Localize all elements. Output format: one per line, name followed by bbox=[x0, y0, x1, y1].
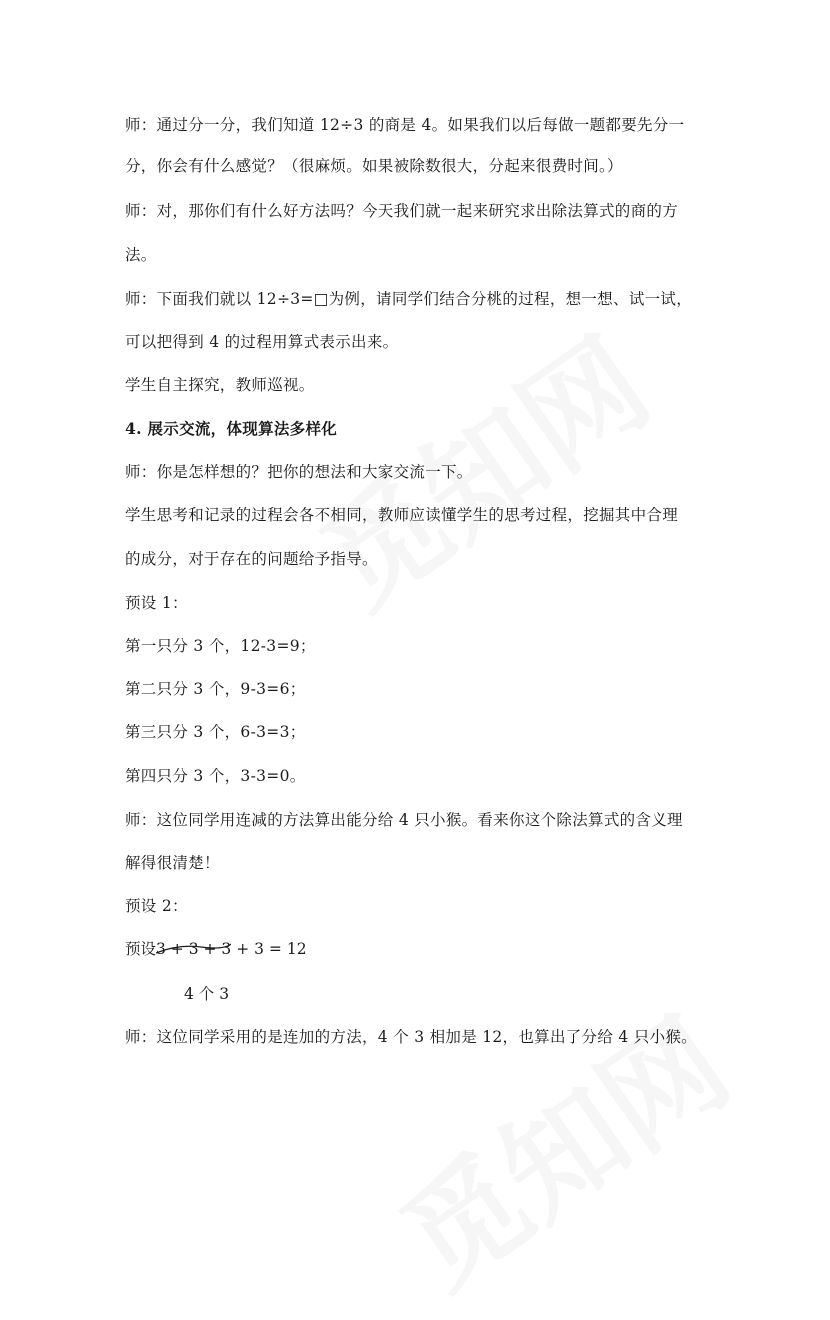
paragraph-line: 第四只分 3 个，3-3=0。 bbox=[125, 767, 306, 785]
formula-rest: + 3 = 12 bbox=[231, 940, 307, 958]
addition-formula bbox=[125, 938, 307, 960]
paragraph-line: 可以把得到 4 的过程用算式表示出来。 bbox=[125, 333, 399, 351]
paragraph-line: 的成分，对于存在的问题给予指导。 bbox=[125, 550, 378, 568]
paragraph-line: 师：这位同学用连减的方法算出能分给 4 只小猴。看来你这个除法算式的含义理 bbox=[125, 811, 683, 829]
paragraph-line: 师：通过分一分，我们知道 12÷3 的商是 4。如果我们以后每做一题都要先分一 bbox=[125, 116, 685, 134]
paragraph-line: 法。 bbox=[125, 246, 157, 264]
formula-struck-part bbox=[156, 938, 231, 960]
paragraph-line: 师：对，那你们有什么好方法吗？今天我们就一起来研究求出除法算式的商的方 bbox=[125, 202, 679, 220]
paragraph-line: 学生思考和记录的过程会各不相同，教师应读懂学生的思考过程，挖掘其中合理 bbox=[125, 506, 679, 524]
paragraph-line: 预设 2： bbox=[125, 897, 188, 915]
paragraph-line: 第二只分 3 个，9-3=6； bbox=[125, 680, 306, 698]
paragraph-line: 第一只分 3 个，12-3=9； bbox=[125, 637, 316, 655]
paragraph-line: 预设 1： bbox=[125, 594, 188, 612]
paragraph-line: 师：这位同学采用的是连加的方法，4 个 3 相加是 12，也算出了分给 4 只小猴。 bbox=[125, 1028, 697, 1046]
formula-prefix: 预设 bbox=[125, 940, 157, 958]
paragraph-line: 第三只分 3 个，6-3=3； bbox=[125, 723, 306, 741]
paragraph-line: 师：下面我们就以 12÷3=□为例，请同学们结合分桃的过程，想一想、试一试， bbox=[125, 290, 693, 308]
section-heading: 4. 展示交流，体现算法多样化 bbox=[125, 419, 338, 438]
watermark-lower bbox=[363, 972, 757, 1319]
paragraph-line: 分，你会有什么感觉？（很麻烦。如果被除数很大，分起来很费时间。） bbox=[125, 157, 623, 175]
paragraph-line: 学生自主探究，教师巡视。 bbox=[125, 376, 315, 394]
paragraph-line: 解得很清楚！ bbox=[125, 854, 220, 872]
formula-struck-text: 3 + 3 + 3 bbox=[156, 940, 232, 958]
formula-note: 4 个 3 bbox=[184, 985, 230, 1003]
strike-through-mark bbox=[156, 938, 231, 960]
paragraph-line: 师：你是怎样想的？把你的想法和大家交流一下。 bbox=[125, 463, 473, 481]
